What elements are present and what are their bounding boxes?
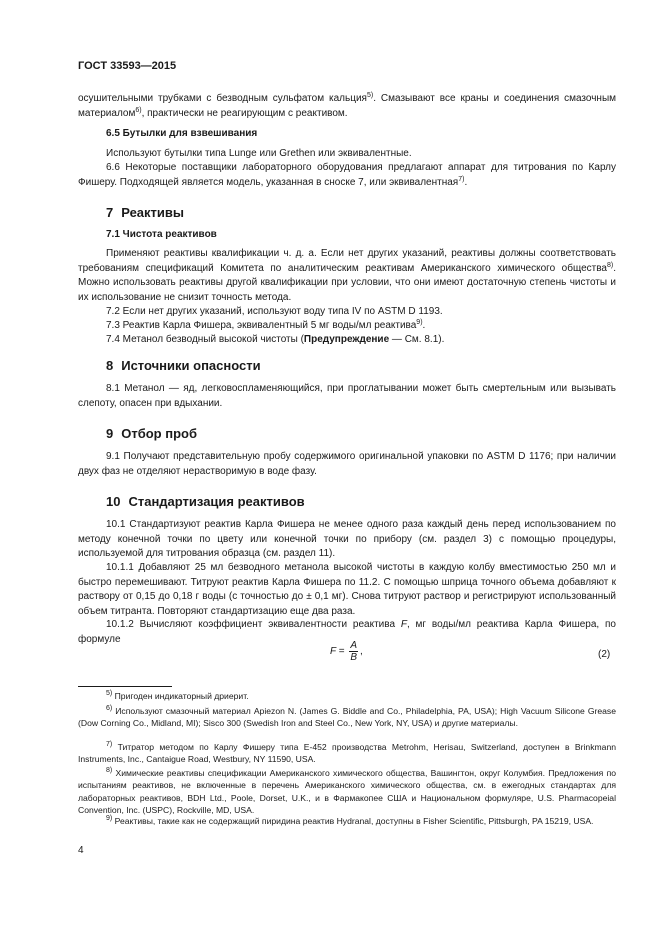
section-9-number: 9 bbox=[106, 426, 114, 441]
footnote-8-mark: 8) bbox=[106, 767, 113, 774]
subsection-7-1-title: 7.1 Чистота реактивов bbox=[106, 229, 217, 240]
section-10-number: 10 bbox=[106, 494, 121, 509]
section-9-heading bbox=[106, 426, 197, 441]
footnote-9-mark: 9) bbox=[106, 815, 113, 822]
paragraph-10-1-1: 10.1.1 Добавляют 25 мл безводного метанола высокой чистоты в каждую колбу вместимостью 250 мл и быстро перемешивают. Титруют реактив Карла Фишера по 11.2. С помощью шприца точного объема добавляют к раствору от 0,15 до 0,18 г воды (с точностью до ± 0,1 мг). Снова титруют раствор и регистрируют использованный объем титранта. Повторяют стандартизацию еще два раза. bbox=[78, 562, 616, 617]
formula-denominator: B bbox=[350, 652, 358, 663]
footnote-5-mark: 5) bbox=[106, 690, 113, 697]
footnote-5-text: Пригоден индикаторный дриерит. bbox=[114, 691, 249, 701]
formula-numerator: A bbox=[350, 640, 358, 651]
page-number: 4 bbox=[78, 845, 84, 856]
paragraph-6-5: Используют бутылки типа Lunge или Grethen или эквивалентные. bbox=[106, 148, 412, 159]
intro-text-a: осушительными трубками с безводным сульфатом кальция bbox=[78, 93, 367, 104]
footnote-8 bbox=[78, 767, 616, 816]
footnote-7 bbox=[78, 741, 616, 766]
section-9-title: Отбор проб bbox=[121, 426, 197, 441]
paragraph-10-1: 10.1 Стандартизуют реактив Карла Фишера не менее одного раза каждый день перед использованием по методу конечной точки по цвету или конечной точки по прибору (см. раздел 3) с помощью процедуры, используемой для титрования образца (см. раздел 11). bbox=[78, 519, 616, 559]
formula-lhs: F bbox=[330, 646, 336, 658]
variable-f: F bbox=[400, 619, 407, 630]
formula-comma: , bbox=[360, 646, 363, 658]
paragraph-7-4-text: 7.4 Метанол безводный высокой чистоты ( bbox=[106, 334, 304, 345]
formula-equals: = bbox=[338, 646, 345, 658]
paragraph-10-1-2-end: , мг воды/мл реактива Карла Фишера, по формуле bbox=[78, 619, 616, 645]
paragraph-6-6-end: . bbox=[464, 176, 468, 188]
section-8-number: 8 bbox=[106, 358, 114, 373]
paragraph-7-3-end: . bbox=[422, 320, 426, 331]
footnote-9-text: Реактивы, такие как не содержащий пиридина реактив Hydranal, доступны в Fisher Scientific, Pittsburgh, PA 15219, USA. bbox=[114, 816, 594, 826]
paragraph-6-6-text: 6.6 Некоторые поставщики лабораторного оборудования предлагают аппарат для титрования по Карлу Фишеру. Подходящей является модель, указанная в сноске 7, или эквивалентная bbox=[78, 162, 616, 188]
paragraph-6-6 bbox=[78, 161, 616, 190]
footnote-7-mark: 7) bbox=[106, 741, 113, 748]
footnote-7-text: Титратор методом по Карлу Фишеру типа Е-452 производства Metrohm, Herisau, Switzerland, доступен в Brinkmann Instruments, Inc., Cantaigue Road, Westbury, NY 11590, USA. bbox=[78, 742, 617, 765]
footnote-separator bbox=[78, 686, 172, 687]
paragraph-7-1-end: . Можно использовать реактивы другой квалификации при условии, что они имеют достаточную степень чистоты и их использование не снизит точность метода. bbox=[78, 262, 616, 303]
equation-number: (2) bbox=[598, 649, 611, 660]
section-7-heading bbox=[106, 205, 184, 220]
paragraph-7-3 bbox=[78, 319, 616, 334]
section-7-title: Реактивы bbox=[121, 205, 184, 220]
section-10-title: Стандартизация реактивов bbox=[128, 494, 305, 509]
footnote-6-text: Используют смазочный материал Apiezon N. (James G. Biddle and Co., Philadelphia, PA, USA); High Vacuum Silicone Grease (Dow Corning Co., Midland, MI); Sisco 300 (Swedish Iron and Steel Co., New York, NY, USA) и другие материалы. bbox=[78, 706, 617, 729]
footnote-ref-7: 7) bbox=[458, 175, 465, 183]
footnote-9 bbox=[78, 815, 616, 827]
paragraph-7-4-end: — См. 8.1). bbox=[389, 334, 445, 345]
paragraph-7-1 bbox=[78, 247, 616, 305]
intro-text-b: . Смазывают все краны и соединения смазочным материалом bbox=[78, 93, 617, 119]
intro-paragraph bbox=[78, 92, 616, 121]
paragraph-7-4 bbox=[78, 333, 616, 348]
formula-2 bbox=[330, 640, 363, 663]
section-8-heading bbox=[106, 358, 261, 373]
section-8-title: Источники опасности bbox=[121, 358, 261, 373]
paragraph-10-1-2-text: 10.1.2 Вычисляют коэффициент эквивалентности реактива bbox=[106, 619, 401, 630]
footnote-ref-9: 9) bbox=[416, 319, 423, 326]
footnote-ref-8: 8) bbox=[606, 261, 614, 269]
footnote-6-mark: 6) bbox=[106, 705, 113, 712]
document-code-header: ГОСТ 33593—2015 bbox=[78, 60, 177, 72]
section-7-number: 7 bbox=[106, 205, 114, 220]
paragraph-8-1: 8.1 Метанол — яд, легковоспламеняющийся, при проглатывании может быть смертельным или вызывать слепоту, опасен при вдыхании. bbox=[78, 383, 616, 409]
footnote-5 bbox=[78, 690, 616, 702]
paragraph-9-1: 9.1 Получают представительную пробу содержимого оригинальной упаковки по ASTM D 1176; при наличии двух фаз не отделяют нерастворимую в воде фазу. bbox=[78, 451, 616, 477]
paragraph-7-2: 7.2 Если нет других указаний, используют воду типа IV по ASTM D 1193. bbox=[106, 306, 443, 317]
section-10-heading bbox=[106, 494, 305, 509]
paragraph-7-1-text: Применяют реактивы квалификации ч. д. а. Если нет других указаний, реактивы должны соответствовать требованиям спецификаций Комитета по аналитическим реактивам Американского химического общества bbox=[78, 248, 616, 274]
paragraph-7-3-text: 7.3 Реактив Карла Фишера, эквивалентный 5 мг воды/мл реактива bbox=[106, 320, 417, 331]
formula-fraction bbox=[349, 640, 358, 663]
footnote-8-text: Химические реактивы спецификации Американского химического общества, Вашингтон, округ Колумбия. Предложения по испытаниям реактивов, не включенные в перечень Американского химического общества, см. в ежегодных стандартах для лабораторных реактивов, BDH Ltd., Poole, Dorset, U.K., и в Фармакопее США и Национальном формуляре, U.S. Pharmacopeial Convention, Inc. (USPC), Rockville, MD, USA. bbox=[78, 768, 617, 815]
footnote-ref-6: 6) bbox=[135, 106, 142, 114]
footnote-6 bbox=[78, 705, 616, 730]
warning-label: Предупреждение bbox=[303, 334, 390, 345]
subsection-6-5-title: 6.5 Бутылки для взвешивания bbox=[106, 128, 258, 139]
intro-text-c: , практически не реагирующим с реактивом. bbox=[141, 107, 348, 119]
footnote-ref-5: 5) bbox=[366, 92, 374, 99]
